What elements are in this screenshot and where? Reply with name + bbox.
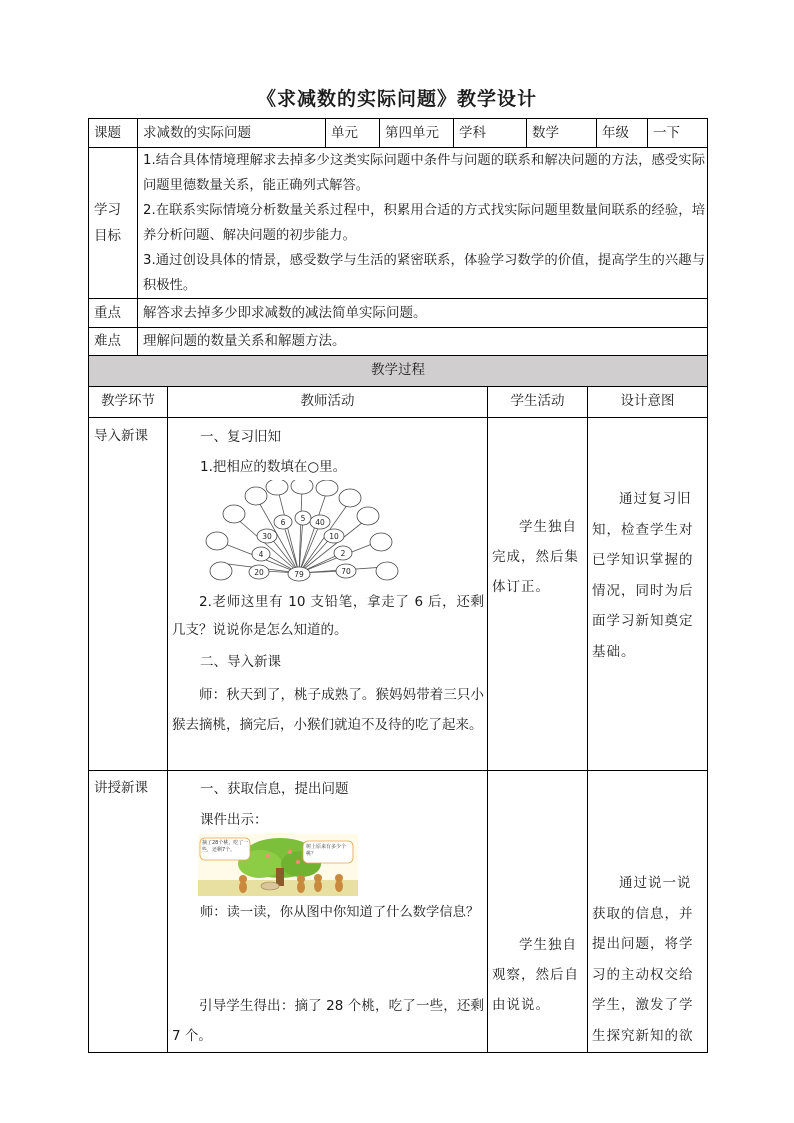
number-peacock-diagram [205, 480, 405, 586]
courseware-label: 课件出示： [200, 812, 268, 828]
section1-stage: 导入新课 [94, 428, 148, 444]
col-header-stage: 教学环节 [101, 393, 155, 409]
goal-item-2: 2.在联系实际情境分析数量关系过程中，积累用合适的方式找实际问题里数量间联系的经验，培养分析问题、解决问题的初步能力。 [143, 203, 705, 243]
guide-text: 引导学生得出：摘了 28 个桃，吃了一些，还剩 7 个。 [172, 998, 484, 1044]
goals-list [143, 148, 705, 298]
grade-label: 年级 [602, 125, 629, 141]
col-header-student: 学生活动 [510, 393, 565, 409]
lesson-label: 课题 [94, 125, 121, 141]
review-heading: 一、复习旧知 [200, 429, 281, 445]
col-header-intent: 设计意图 [620, 393, 675, 409]
intro-text: 师：秋天到了，桃子成熟了。猴妈妈带着三只小猴去摘桃，摘完后，小猴们就迫不及待的吃了起来。 [172, 687, 484, 733]
peacock-number: 30 [262, 532, 272, 541]
goal-item-1: 1.结合具体情境理解求去掉多少这类实际问题中条件与问题的联系和解决问题的方法，感受实际问题里德数量关系，能正确列式解答。 [143, 153, 705, 193]
col-header-teacher: 教师活动 [300, 393, 355, 409]
grade-value: 一下 [653, 125, 680, 141]
subject-value: 数学 [532, 125, 559, 141]
peacock-number: 6 [280, 518, 286, 527]
section2-heading: 一、获取信息，提出问题 [200, 781, 349, 797]
goals-label-line2: 目标 [94, 228, 121, 244]
section1-student: 学生独自完成，然后集体订正。 [492, 519, 579, 595]
subject-label: 学科 [459, 125, 486, 141]
peacock-center-number: 79 [294, 570, 304, 579]
process-header: 教学过程 [371, 362, 425, 378]
intro-heading: 二、导入新课 [200, 654, 281, 670]
speech-bubble-left: 摘了28个桃，吃了一些，还剩7个。 [202, 840, 249, 853]
section1-intent: 通过复习旧知，检查学生对已学知识掌握的情况，同时为后面学习新知奠定基础。 [592, 491, 694, 660]
review-item1: 1.把相应的数填在○里。 [200, 459, 347, 475]
page-title: 《求减数的实际问题》教学设计 [256, 88, 537, 110]
peacock-number: 40 [315, 518, 325, 527]
speech-bubble-right: 树上原来有多少个桃？ [306, 844, 347, 857]
teacher-question: 师：读一读，你从图中你知道了什么数学信息？ [200, 905, 480, 920]
section2-student: 学生独自观察，然后自由说说。 [492, 937, 579, 1013]
monkey-peach-illustration [198, 834, 358, 896]
peacock-number: 5 [300, 514, 306, 523]
goal-item-3: 3.通过创设具体的情景，感受数学与生活的紧密联系，体验学习数学的价值，提高学生的兴趣与积极性。 [143, 253, 705, 293]
lesson-value: 求减数的实际问题 [143, 125, 251, 141]
peacock-number: 70 [341, 567, 351, 576]
unit-value: 第四单元 [385, 125, 439, 141]
difficulty-label: 难点 [94, 333, 121, 349]
unit-label: 单元 [331, 125, 358, 141]
section2-stage: 讲授新课 [94, 780, 148, 796]
goals-label-line1: 学习 [94, 202, 121, 218]
peacock-number: 2 [340, 549, 346, 558]
peacock-number: 20 [254, 568, 264, 577]
key-point-label: 重点 [94, 305, 121, 321]
difficulty-value: 理解问题的数量关系和解题方法。 [143, 333, 346, 349]
review-item2: 2.老师这里有 10 支铅笔，拿走了 6 后，还剩几支？说说你是怎么知道的。 [172, 594, 484, 638]
section2-intent: 通过说一说获取的信息，并提出问题，将学习的主动权交给学生，激发了学生探究新知的欲 [592, 875, 694, 1044]
key-point-value: 解答求去掉多少即求减数的减法简单实际问题。 [143, 305, 427, 321]
peacock-number: 10 [329, 532, 339, 541]
peacock-number: 4 [258, 550, 264, 559]
